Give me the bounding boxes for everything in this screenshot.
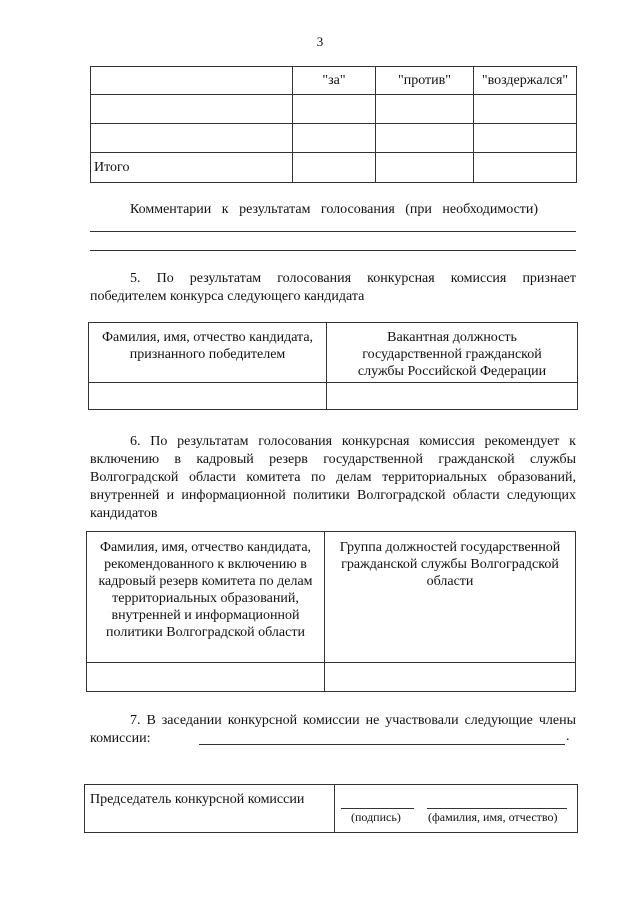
section7-blank-line <box>199 744 565 745</box>
winner-col-position: Вакантная должность государственной гражданской службы Российской Федерации <box>327 323 578 383</box>
table-cell <box>474 95 577 124</box>
table-cell <box>91 95 293 124</box>
comments-line-1 <box>90 231 576 232</box>
name-line <box>427 808 567 809</box>
table-cell <box>293 153 376 183</box>
table-cell <box>87 663 325 692</box>
comments-label: Комментарии к результатам голосования (при необходимости) <box>130 202 539 217</box>
signature-line <box>341 808 414 809</box>
table-cell <box>474 124 577 153</box>
signature-table <box>84 784 578 833</box>
table-cell <box>293 124 376 153</box>
table-cell <box>376 95 474 124</box>
vote-total-label: Итого <box>91 153 293 183</box>
table-cell <box>89 383 327 410</box>
table-cell <box>327 383 578 410</box>
signature-cell <box>335 785 578 833</box>
vote-header-against: "против" <box>376 67 474 95</box>
section5-text: 5. По результатам голосования конкурсная комиссия признает победителем конкурса следующего кандидата <box>90 271 576 304</box>
section7-text: 7. В заседании конкурсной комиссии не участвовали следующие члены комиссии: <box>90 713 576 746</box>
winner-table <box>88 322 578 410</box>
section6-text: 6. По результатам голосования конкурсная комиссия рекомендует к включению в кадровый резерв государственной гражданской службы Волгоградской области комитета по делам территориальных образований, внутренней и информационной политики Волгоградской области следующих кандидатов <box>90 434 576 521</box>
table-row <box>87 663 576 692</box>
name-caption: (фамилия, имя, отчество) <box>428 810 558 824</box>
vote-header-for: "за" <box>293 67 376 95</box>
table-cell <box>293 95 376 124</box>
table-row <box>89 383 578 410</box>
page-number: 3 <box>316 34 324 49</box>
table-row <box>91 124 577 153</box>
table-cell <box>376 153 474 183</box>
reserve-table-header <box>87 532 576 663</box>
vote-header-abstain: "воздержался" <box>474 67 577 95</box>
vote-table <box>90 66 577 183</box>
reserve-col-name: Фамилия, имя, отчество кандидата, рекомендованного к включению в кадровый резерв комитета по делам территориальных образований, внутренней и информационной политики Волгоградской области <box>87 532 325 663</box>
reserve-table <box>86 531 576 692</box>
reserve-col-group: Группа должностей государственной гражданской службы Волгоградской области <box>325 532 576 663</box>
signature-caption: (подпись) <box>351 810 401 824</box>
table-cell <box>474 153 577 183</box>
table-cell <box>91 124 293 153</box>
table-cell <box>376 124 474 153</box>
chairman-label: Председатель конкурсной комиссии <box>85 785 335 833</box>
table-row <box>91 153 577 183</box>
vote-header-empty <box>91 67 293 95</box>
winner-col-name: Фамилия, имя, отчество кандидата, признанного победителем <box>89 323 327 383</box>
winner-table-header <box>89 323 578 383</box>
comments-line-2 <box>90 250 576 251</box>
vote-table-header <box>91 67 577 95</box>
section7-period: . <box>566 729 570 744</box>
table-cell <box>325 663 576 692</box>
table-row <box>91 95 577 124</box>
